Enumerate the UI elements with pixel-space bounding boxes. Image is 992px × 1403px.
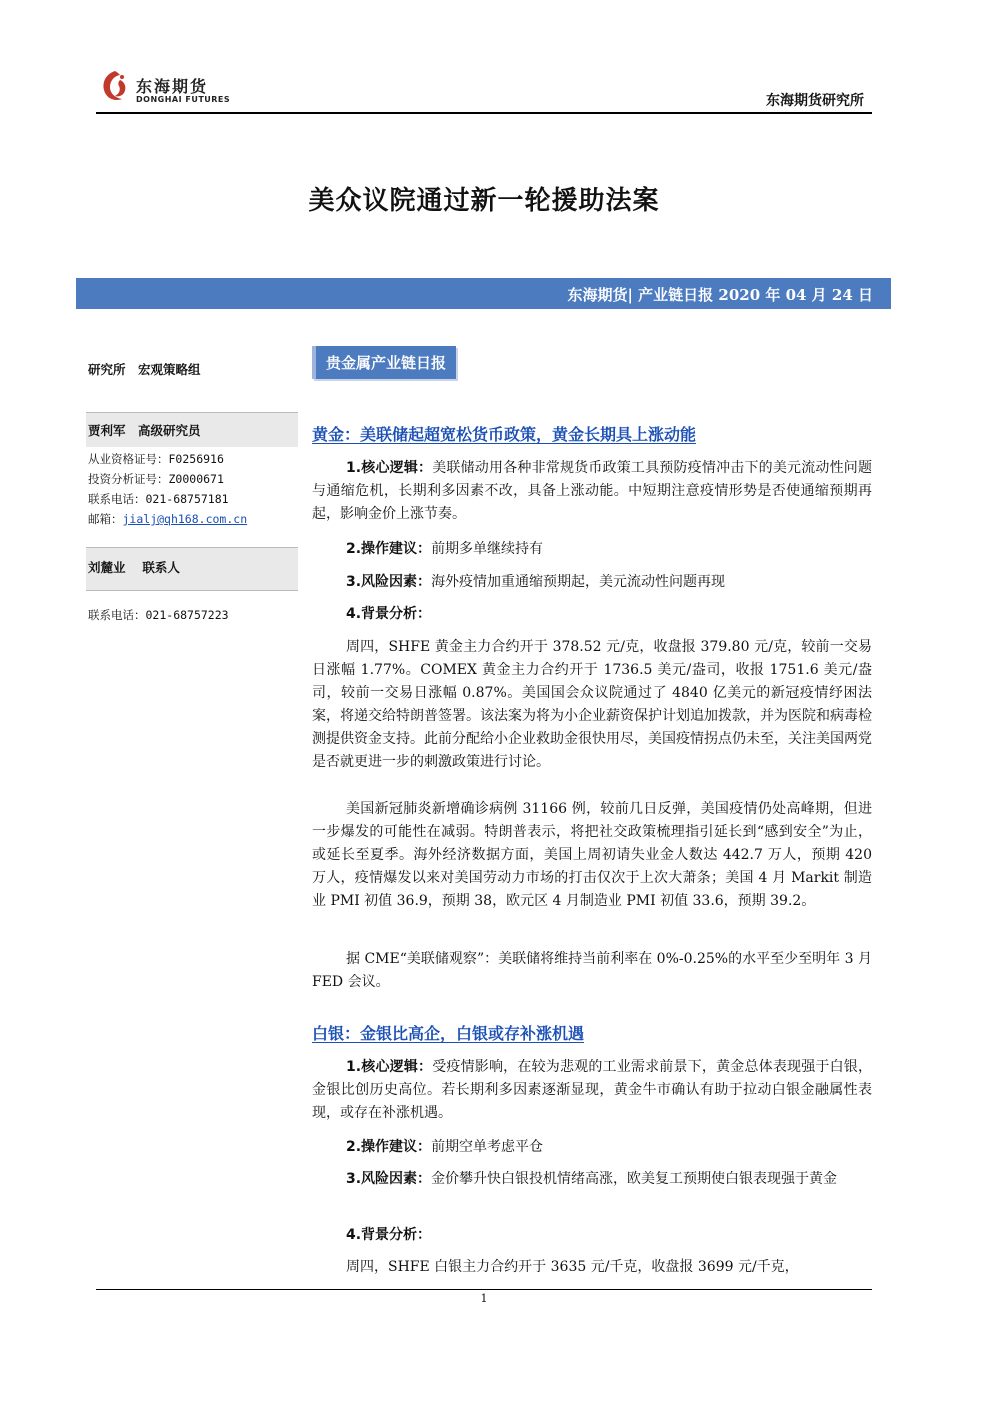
report-band [76, 278, 891, 309]
gold-core-logic [312, 457, 872, 526]
text: 海外疫情加重通缩预期起，美元流动性问题再现 [431, 574, 726, 590]
label: 4.背景分析： [346, 606, 432, 622]
cert-line: 投资分析证号：Z0000671 [88, 472, 224, 486]
silver-operation [312, 1136, 872, 1159]
silver-core-logic [312, 1056, 872, 1125]
page-header [96, 64, 872, 114]
document-title: 美众议院通过新一轮援助法案 [308, 186, 660, 216]
gold-operation [312, 538, 872, 561]
silver-heading: 白银：金银比高企，白银或存补涨机遇 [312, 1024, 585, 1043]
text: 前期多单继续持有 [431, 541, 544, 557]
text: 美联储动用各种非常规货币政策工具预防疫情冲击下的美元流动性问题与通缩危机，长期利多因素不改，具备上涨动能。中短期注意疫情形势是否使通缩预期再起，影响金价上涨节奏。 [312, 460, 872, 522]
email-line [88, 509, 296, 529]
analyst-name: 贾利军 高级研究员 [86, 413, 298, 447]
header-institute: 东海期货研究所 [766, 93, 864, 109]
text: 前期空单考虑平仓 [431, 1139, 544, 1155]
gold-paragraph: 周四，SHFE 黄金主力合约开于 378.52 元/克，收盘报 379.80 元/克，较前一交易日涨幅 1.77%。COMEX 黄金主力合约开于 1736.5 美元/盎司，收报 1751.6 美元/盎司，较前一交易日涨幅 0.87%。美国国会众议院通过了 4840 亿美元的新冠疫情纾困法案，将递交给特朗普签署。该法案为将为小企业薪资保护计划追加拨款，并为医院和病毒检测提供资金支持。此前分配给小企业救助金很快用尽，美国疫情拐点仍未至，关注美国两党是否就更进一步的刺激政策进行讨论。 [312, 639, 872, 770]
gold-paragraph: 据 CME“美联储观察”：美联储将维持当前利率在 0%-0.25%的水平至少至明年 3 月 FED 会议。 [312, 951, 872, 990]
logo-en-text: DONGHAI FUTURES [136, 95, 231, 104]
email-link[interactable]: jialj@qh168.com.cn [122, 512, 248, 526]
email-label: 邮箱： [88, 512, 123, 526]
label: 2.操作建议： [346, 1139, 432, 1155]
label: 3.风险因素： [346, 574, 432, 590]
silver-risk [312, 1168, 872, 1191]
main-content [312, 346, 872, 1275]
cert-line: 从业资格证号：F0256916 [88, 452, 224, 466]
footer-rule [96, 1289, 872, 1290]
analyst-contact [86, 447, 298, 531]
label: 1.核心逻辑： [346, 460, 433, 476]
text: 金价攀升快白银投机情绪高涨，欧美复工预期使白银表现强于黄金 [431, 1171, 838, 1187]
label: 2.操作建议： [346, 541, 432, 557]
donghai-logo [98, 68, 238, 108]
label: 3.风险因素： [346, 1171, 432, 1187]
page-number: 1 [480, 1292, 488, 1305]
label: 1.核心逻辑： [346, 1059, 433, 1075]
section-tag: 贵金属产业链日报 [312, 346, 456, 379]
text: 受疫情影响，在较为悲观的工业需求前景下，黄金总体表现强于白银，金银比创历史高位。若长期利多因素逐渐显现，黄金牛市确认有助于拉动白银金融属性表现，或存在补涨机遇。 [312, 1059, 872, 1121]
logo-cn-text: 东海期货 [136, 77, 209, 96]
silver-paragraph: 周四，SHFE 白银主力合约开于 3635 元/千克，收盘报 3699 元/千克， [346, 1259, 799, 1275]
silver-background-label [312, 1224, 872, 1247]
gold-risk [312, 571, 872, 594]
phone-line: 联系电话：021-68757181 [88, 492, 229, 506]
dragon-logo-icon [98, 68, 132, 106]
contact-phone: 联系电话：021-68757223 [88, 608, 229, 622]
gold-background-label [312, 603, 872, 626]
label: 4.背景分析： [346, 1227, 432, 1243]
sidebar [86, 352, 298, 627]
report-date: 东海期货| 产业链日报 2020 年 04 月 24 日 [567, 286, 873, 304]
gold-heading: 黄金：美联储起超宽松货币政策，黄金长期具上涨动能 [312, 425, 697, 444]
gold-paragraph: 美国新冠肺炎新增确诊病例 31166 例，较前几日反弹，美国疫情仍处高峰期，但进一步爆发的可能性在减弱。特朗普表示，将把社交政策梳理指引延长到“感到安全”为止，或延长至夏季。海外经济数据方面，美国上周初请失业金人数达 442.7 万人，预期 420 万人，疫情爆发以来对美国劳动力市场的打击仅次于上次大萧条；美国 4 月 Markit 制造业 PMI 初值 36.9，预期 38，欧元区 4 月制造业 PMI 初值 33.6，预期 39.2。 [312, 801, 872, 909]
contact-name: 刘麓业 联系人 [86, 548, 298, 590]
sidebar-group: 研究所 宏观策略组 [88, 362, 201, 377]
header-rule [96, 112, 872, 114]
